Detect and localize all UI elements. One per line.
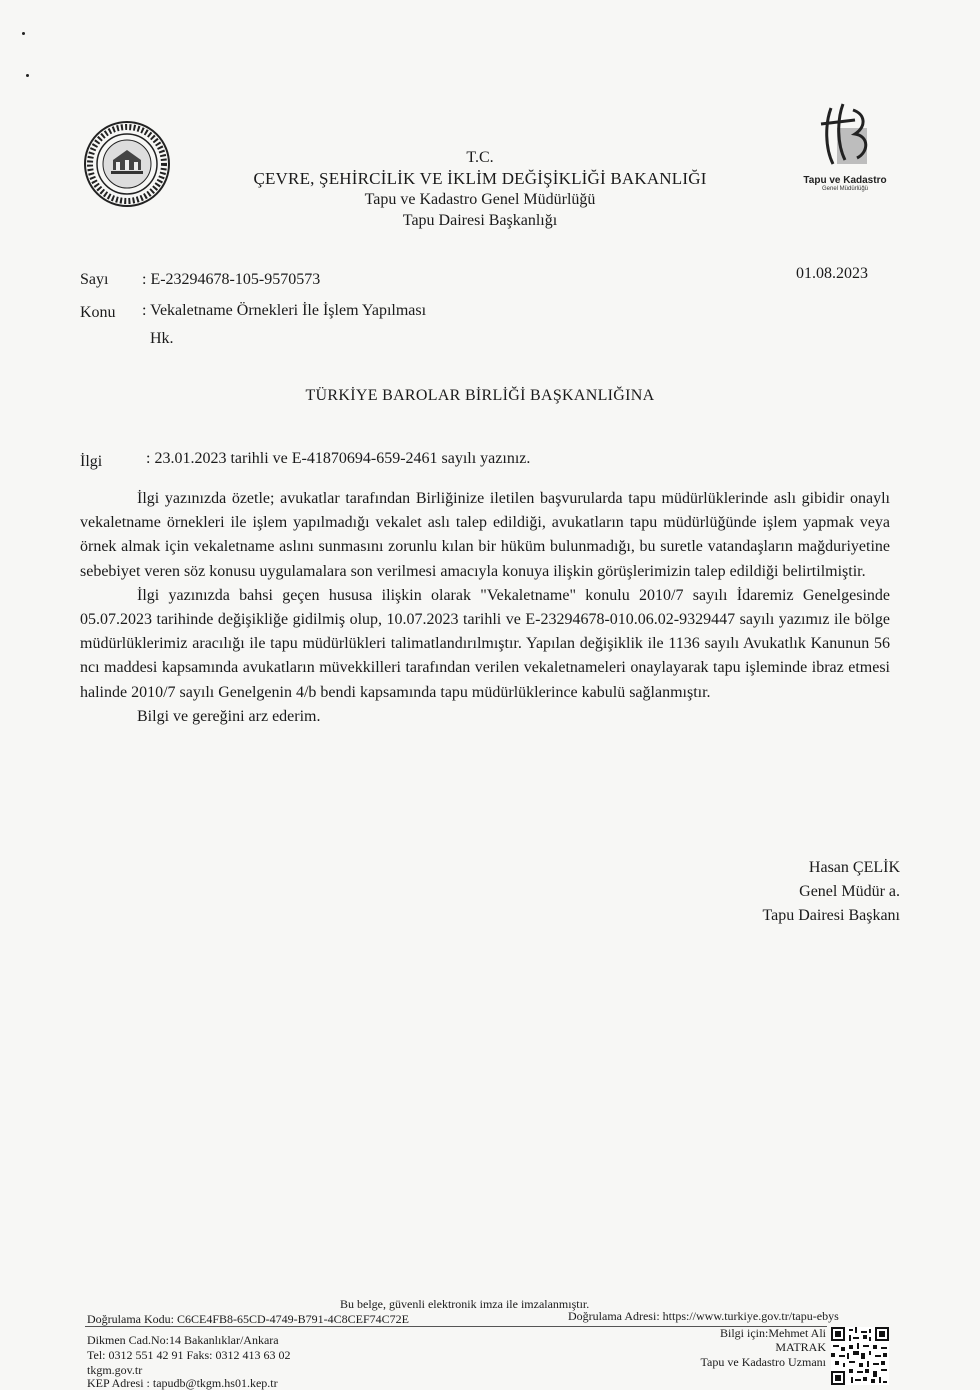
ilgi-label: İlgi	[80, 453, 103, 470]
letterhead	[200, 147, 760, 231]
footer-info-1: Bilgi için:Mehmet Ali	[720, 1326, 826, 1340]
ilgi-value: : 23.01.2023 tarihli ve E-41870694-659-2461 sayılı yazınız.	[146, 450, 531, 467]
letterhead-ministry: ÇEVRE, ŞEHİRCİLİK VE İKLİM DEĞİŞİKLİĞİ BAKANLIĞI	[253, 169, 707, 188]
document-date: 01.08.2023	[796, 265, 868, 282]
konu-value: : Vekaletname Örnekleri İle İşlem Yapılması	[142, 302, 427, 319]
addressee: TÜRKİYE BAROLAR BİRLİĞİ BAŞKANLIĞINA	[305, 387, 655, 404]
logo-caption: Tapu ve Kadastro	[803, 175, 887, 186]
tkgm-logo-icon	[815, 100, 875, 168]
esign-note: Bu belge, güvenli elektronik imza ile imzalanmıştır.	[340, 1297, 590, 1311]
verification-code: Doğrulama Kodu: C6CE4FB8-65CD-4749-B791-4C8CEF74C72E	[87, 1312, 410, 1326]
scan-speck	[22, 32, 25, 35]
tkgm-logo	[800, 100, 890, 200]
body-paragraph-3: Bilgi ve gereğini arz ederim.	[137, 707, 321, 725]
sayi-label: Sayı	[80, 271, 109, 288]
footer-info-2: MATRAK	[775, 1340, 826, 1354]
letter-body	[80, 487, 890, 729]
verification-address: Doğrulama Adresi: https://www.turkiye.gov.tr/tapu-ebys	[568, 1309, 839, 1323]
signature-block	[700, 856, 900, 928]
ministry-seal-icon	[83, 120, 171, 208]
letterhead-directorate: Tapu ve Kadastro Genel Müdürlüğü	[364, 191, 596, 208]
signer-title-1: Genel Müdür a.	[799, 883, 900, 900]
footer-phone: Tel: 0312 551 42 91 Faks: 0312 413 63 02	[87, 1348, 291, 1362]
body-paragraph-1: İlgi yazınızda özetle; avukatlar tarafından Birliğinize iletilen başvurularda tapu müdürlüklerinde aslı gibidir onaylı vekaletname örnekleri ile işlem yapılmadığı vekalet aslı talep edildiği, avukatların tapu müdürlüğünde işlem yapmak veya örnek almak için vekaletname aslını sunmasını zorunlu kılan bir hüküm bulunmadığı, bu suretle vatandaşların mağduriyetine sebebiyet veren söz konusu uygulamalara son verilmesi amacıyla konuya ilişkin görüşlerimizin talep edildiği belirtilmiştir.	[80, 490, 890, 580]
konu-value-cont: Hk.	[150, 330, 174, 347]
signer-name: Hasan ÇELİK	[808, 859, 900, 876]
letterhead-tc: T.C.	[466, 149, 494, 166]
footer-address: Dikmen Cad.No:14 Bakanlıklar/Ankara	[87, 1333, 279, 1347]
logo-subcaption: Genel Müdürlüğü	[821, 186, 869, 192]
body-paragraph-2: İlgi yazınızda bahsi geçen hususa ilişkin olarak "Vekaletname" konulu 2010/7 sayılı İdaremiz Genelgesinde 05.07.2023 tarihinde değişikliğe gidilmiş olup, 10.07.2023 tarihli ve E-23294678-010.06.02-9329447 sayılı yazımız ile bölge müdürlüklerimiz aracılığı ile tapu müdürlükleri talimatlandırılmıştır. Yapılan değişiklik ile 1136 sayılı Avukatlık Kanunun 56 ncı maddesi kapsamında avukatların müvekkilleri tarafından verilen vekaletnameleri onaylayarak tapu işleminde ibraz etmesi halinde 2010/7 sayılı Genelgenin 4/b bendi kapsamında tapu müdürlüklerince kabulü sağlanmıştır.	[80, 586, 890, 701]
letterhead-department: Tapu Dairesi Başkanlığı	[402, 212, 558, 229]
qr-code-icon	[831, 1327, 889, 1385]
sayi-value: : E-23294678-105-9570573	[142, 271, 321, 288]
signer-title-2: Tapu Dairesi Başkanı	[762, 907, 900, 924]
footer-web: tkgm.gov.tr	[87, 1363, 143, 1377]
scan-speck	[26, 74, 29, 77]
footer-info-3: Tapu ve Kadastro Uzmanı	[700, 1355, 826, 1369]
konu-label: Konu	[80, 304, 116, 321]
footer-kep: KEP Adresi : tapudb@tkgm.hs01.kep.tr	[87, 1376, 278, 1390]
